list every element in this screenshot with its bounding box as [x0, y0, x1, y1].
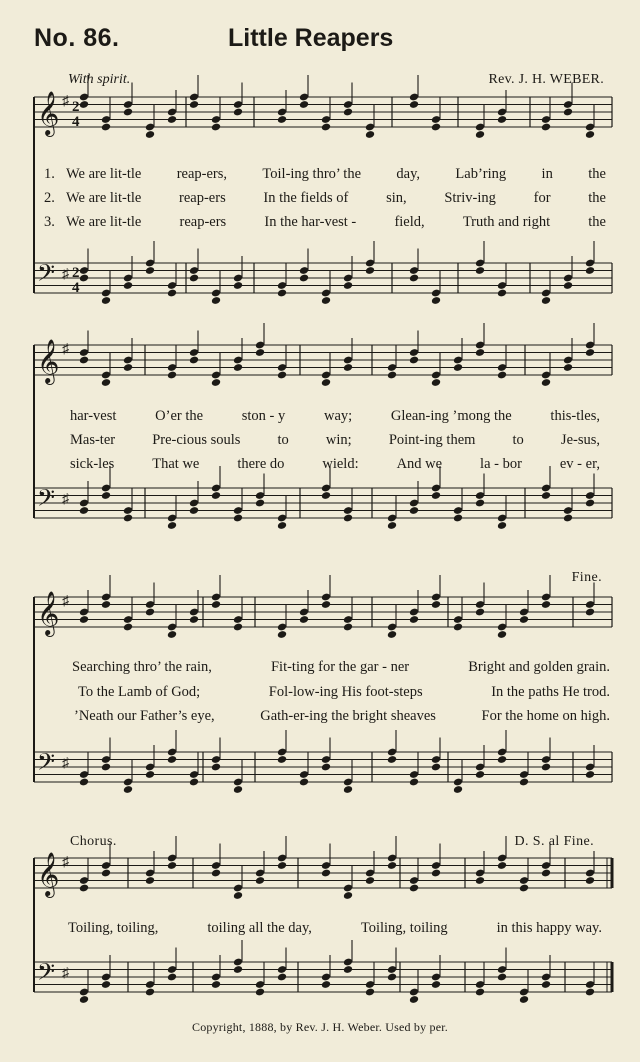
note-head	[585, 499, 595, 508]
treble-clef: 𝄞	[37, 852, 60, 896]
note-head	[211, 123, 221, 132]
time-signature: 4	[72, 280, 80, 296]
note-head	[101, 378, 111, 387]
note-head	[277, 371, 287, 380]
lyric-segment: To the Lamb of God;	[78, 684, 201, 700]
lyric-segment: wield:	[322, 456, 359, 472]
lyric-segment: sick-les	[70, 456, 115, 472]
bass-clef: 𝄢	[37, 259, 56, 292]
note-head	[299, 615, 309, 624]
note-head	[387, 973, 397, 982]
note-head	[431, 123, 441, 132]
note-head	[431, 980, 441, 989]
note-head	[321, 378, 331, 387]
note-head	[453, 514, 463, 523]
note-head	[541, 763, 551, 772]
lyric-segment: there do	[237, 456, 285, 472]
note-head	[365, 988, 375, 997]
note-head	[387, 861, 397, 870]
note-head	[167, 521, 177, 530]
note-head	[563, 281, 573, 290]
note-head	[189, 100, 199, 109]
lyric-segment: Glean-ing ’mong the	[390, 408, 512, 424]
note-head	[475, 876, 485, 885]
note-head	[189, 274, 199, 283]
note-head	[343, 108, 353, 117]
note-head	[299, 100, 309, 109]
note-head	[387, 371, 397, 380]
lyric-segment: in	[541, 166, 553, 182]
verse-number: 2.	[44, 190, 55, 206]
note-head	[233, 514, 243, 523]
note-head	[211, 491, 221, 500]
note-head	[79, 778, 89, 787]
chorus-marker: Chorus.	[70, 834, 117, 849]
hymn-title: Little Reapers	[228, 24, 394, 52]
note-head	[211, 296, 221, 305]
note-head	[431, 869, 441, 878]
note-head	[101, 123, 111, 132]
note-head	[101, 296, 111, 305]
fine-marker: Fine.	[571, 570, 602, 585]
verse-1-line-1	[44, 166, 606, 186]
bass-clef: 𝄢	[37, 484, 56, 517]
lyric-segment: Fit-ting for the gar - ner	[270, 659, 410, 675]
note-head	[255, 499, 265, 508]
note-head	[497, 630, 507, 639]
lyric-segment: In the fields of	[263, 190, 349, 206]
note-head	[321, 296, 331, 305]
note-head	[233, 363, 243, 372]
note-head	[343, 623, 353, 632]
note-head	[145, 130, 155, 139]
note-head	[541, 869, 551, 878]
key-signature-sharp: ♯	[62, 342, 69, 357]
note-head	[233, 965, 243, 974]
note-head	[409, 100, 419, 109]
note-head	[409, 506, 419, 515]
note-head	[189, 615, 199, 624]
note-head	[409, 995, 419, 1004]
verse-2-line-3	[78, 684, 610, 704]
note-head	[497, 115, 507, 124]
lyric-segment: We are lit-tle	[66, 166, 142, 182]
lyric-segment: ston - y	[241, 408, 286, 424]
note-head	[145, 608, 155, 617]
lyric-segment: la - bor	[480, 456, 522, 472]
note-head	[497, 521, 507, 530]
note-head	[79, 274, 89, 283]
lyric-segment: Pre-cious souls	[152, 432, 241, 448]
note-head	[453, 623, 463, 632]
note-head	[277, 755, 287, 764]
lyric-segment: to	[512, 432, 524, 448]
note-head	[145, 266, 155, 275]
note-head	[497, 371, 507, 380]
note-head	[519, 615, 529, 624]
note-head	[475, 348, 485, 357]
lyric-segment: We are lit-tle	[66, 214, 142, 230]
note-head	[321, 869, 331, 878]
note-head	[189, 356, 199, 365]
key-signature-sharp: ♯	[62, 966, 69, 981]
note-head	[343, 965, 353, 974]
verse-3-line-1	[44, 214, 606, 234]
note-head	[101, 869, 111, 878]
lyric-segment: the	[588, 190, 606, 206]
lyric-segment: win;	[325, 432, 352, 448]
lyric-segment: for	[533, 190, 551, 206]
note-head	[409, 778, 419, 787]
note-head	[409, 274, 419, 283]
note-head	[563, 514, 573, 523]
note-head	[145, 770, 155, 779]
note-head	[431, 491, 441, 500]
note-head	[431, 296, 441, 305]
time-signature: 4	[72, 114, 80, 130]
verse-2-line-1	[44, 190, 606, 210]
note-head	[101, 491, 111, 500]
lyric-segment: Fol-low-ing His foot-steps	[268, 684, 423, 700]
treble-clef: 𝄞	[37, 339, 60, 383]
note-head	[167, 861, 177, 870]
note-head	[167, 371, 177, 380]
note-head	[409, 884, 419, 893]
verse-2-line-2	[70, 432, 600, 452]
note-head	[475, 499, 485, 508]
note-head	[585, 988, 595, 997]
note-head	[123, 281, 133, 290]
note-head	[541, 491, 551, 500]
note-head	[321, 491, 331, 500]
lyric-segment: Searching thro’ the rain,	[72, 659, 212, 675]
ds-al-fine-marker: D. S. al Fine.	[514, 834, 594, 849]
note-head	[101, 600, 111, 609]
note-head	[233, 108, 243, 117]
note-head	[585, 266, 595, 275]
key-signature-sharp: ♯	[62, 594, 69, 609]
lyric-segment: Point-ing them	[388, 432, 476, 448]
note-head	[321, 600, 331, 609]
note-head	[167, 755, 177, 764]
lyric-segment: in this happy way.	[496, 920, 602, 936]
lyric-segment: way;	[323, 408, 353, 424]
note-head	[431, 600, 441, 609]
note-head	[321, 763, 331, 772]
lyric-segment: Mas-ter	[70, 432, 116, 448]
note-head	[519, 778, 529, 787]
note-head	[79, 884, 89, 893]
note-head	[255, 348, 265, 357]
note-head	[365, 130, 375, 139]
lyric-segment: day,	[396, 166, 421, 182]
note-head	[79, 506, 89, 515]
time-signature: 2	[72, 265, 80, 281]
lyric-segment: And we	[396, 456, 443, 472]
lyric-segment: Toiling, toiling,	[68, 920, 159, 936]
lyric-segment: Lab’ring	[455, 166, 507, 182]
lyric-segment: field,	[394, 214, 425, 230]
note-head	[585, 770, 595, 779]
note-head	[167, 630, 177, 639]
chorus-line	[68, 920, 602, 940]
bass-clef: 𝄢	[37, 958, 56, 991]
treble-clef: 𝄞	[37, 91, 60, 135]
lyric-segment: Striv-ing	[444, 190, 496, 206]
hymn-number: No. 86.	[34, 24, 120, 52]
note-head	[233, 281, 243, 290]
note-head	[123, 785, 133, 794]
note-head	[255, 876, 265, 885]
note-head	[387, 630, 397, 639]
note-head	[453, 785, 463, 794]
lyric-segment: toiling all the day,	[207, 920, 312, 936]
note-head	[497, 289, 507, 298]
lyric-segment: the	[588, 166, 606, 182]
note-head	[585, 608, 595, 617]
note-head	[563, 363, 573, 372]
note-head	[299, 274, 309, 283]
note-head	[211, 600, 221, 609]
note-head	[365, 876, 375, 885]
note-head	[189, 778, 199, 787]
note-head	[79, 356, 89, 365]
verse-1-line-2	[70, 408, 600, 428]
note-head	[453, 363, 463, 372]
key-signature-sharp: ♯	[62, 756, 69, 771]
key-signature-sharp: ♯	[62, 267, 69, 282]
note-head	[123, 363, 133, 372]
lyric-segment: We are lit-tle	[66, 190, 142, 206]
note-head	[343, 891, 353, 900]
note-head	[255, 988, 265, 997]
note-head	[475, 770, 485, 779]
lyric-segment: this-tles,	[550, 408, 600, 424]
note-head	[277, 861, 287, 870]
key-signature-sharp: ♯	[62, 855, 69, 870]
lyric-segment: to	[277, 432, 289, 448]
note-head	[585, 876, 595, 885]
note-head	[387, 521, 397, 530]
note-head	[475, 608, 485, 617]
lyric-segment: Bright and golden grain.	[468, 659, 610, 675]
note-head	[167, 973, 177, 982]
tempo-marking: With spirit.	[68, 72, 131, 87]
note-head	[497, 861, 507, 870]
lyric-segment: Truth and right	[462, 214, 551, 230]
verse-3-line-3	[74, 708, 610, 728]
note-head	[541, 600, 551, 609]
note-head	[123, 623, 133, 632]
lyric-segment: Toil-ing thro’ the	[262, 166, 362, 182]
note-head	[233, 891, 243, 900]
note-head	[409, 615, 419, 624]
verse-1-line-3	[72, 659, 610, 679]
note-head	[321, 980, 331, 989]
note-head	[167, 115, 177, 124]
note-head	[277, 973, 287, 982]
note-head	[343, 514, 353, 523]
note-head	[563, 108, 573, 117]
note-head	[211, 763, 221, 772]
note-head	[277, 289, 287, 298]
note-head	[277, 115, 287, 124]
note-head	[519, 884, 529, 893]
note-head	[299, 778, 309, 787]
note-head	[145, 988, 155, 997]
note-head	[475, 988, 485, 997]
note-head	[211, 378, 221, 387]
lyric-segment: For the home on high.	[481, 708, 610, 724]
note-head	[79, 100, 89, 109]
note-head	[365, 266, 375, 275]
note-head	[79, 995, 89, 1004]
note-head	[409, 356, 419, 365]
lyric-segment: ev - er,	[559, 456, 600, 472]
note-head	[431, 378, 441, 387]
note-head	[321, 123, 331, 132]
note-head	[189, 506, 199, 515]
bass-clef: 𝄢	[37, 748, 56, 781]
note-head	[431, 763, 441, 772]
lyric-segment: reap-ers	[179, 190, 226, 206]
treble-clef: 𝄞	[37, 591, 60, 635]
lyric-segment: the	[588, 214, 606, 230]
note-head	[519, 995, 529, 1004]
time-signature: 2	[72, 99, 80, 115]
note-head	[585, 130, 595, 139]
note-head	[211, 869, 221, 878]
note-head	[475, 266, 485, 275]
lyric-segment: sin,	[386, 190, 407, 206]
lyric-segment: That we	[152, 456, 200, 472]
note-head	[211, 980, 221, 989]
note-head	[123, 108, 133, 117]
note-head	[497, 755, 507, 764]
lyric-segment: Toiling, toiling	[360, 920, 448, 936]
note-head	[497, 973, 507, 982]
key-signature-sharp: ♯	[62, 492, 69, 507]
note-head	[233, 623, 243, 632]
lyric-segment: reap-ers	[179, 214, 227, 230]
note-head	[167, 289, 177, 298]
copyright-notice: Copyright, 1888, by Rev. J. H. Weber. Used by per.	[191, 1020, 448, 1034]
note-head	[585, 348, 595, 357]
lyric-segment: har-vest	[70, 408, 117, 424]
lyric-segment: In the paths He trod.	[491, 684, 610, 700]
lyric-segment: Je-sus,	[560, 432, 600, 448]
verse-number: 3.	[44, 214, 55, 230]
note-head	[101, 980, 111, 989]
note-head	[541, 123, 551, 132]
note-head	[123, 514, 133, 523]
composer-credit: Rev. J. H. WEBER.	[488, 72, 604, 87]
note-head	[541, 980, 551, 989]
verse-number: 1.	[44, 166, 55, 182]
note-head	[343, 785, 353, 794]
note-head	[541, 296, 551, 305]
note-head	[277, 521, 287, 530]
note-head	[101, 763, 111, 772]
lyric-segment: ’Neath our Father’s eye,	[74, 708, 215, 724]
note-head	[145, 876, 155, 885]
lyric-segment: reap-ers,	[176, 166, 228, 182]
note-head	[343, 281, 353, 290]
lyric-segment: In the har-vest -	[264, 214, 357, 230]
note-head	[79, 615, 89, 624]
note-head	[233, 785, 243, 794]
lyric-segment: O’er the	[155, 408, 204, 424]
note-head	[387, 755, 397, 764]
note-head	[277, 630, 287, 639]
lyric-segment: Gath-er-ing the bright sheaves	[260, 708, 436, 724]
note-head	[343, 363, 353, 372]
key-signature-sharp: ♯	[62, 94, 69, 109]
verse-3-line-2	[70, 456, 600, 476]
note-head	[541, 378, 551, 387]
note-head	[475, 130, 485, 139]
